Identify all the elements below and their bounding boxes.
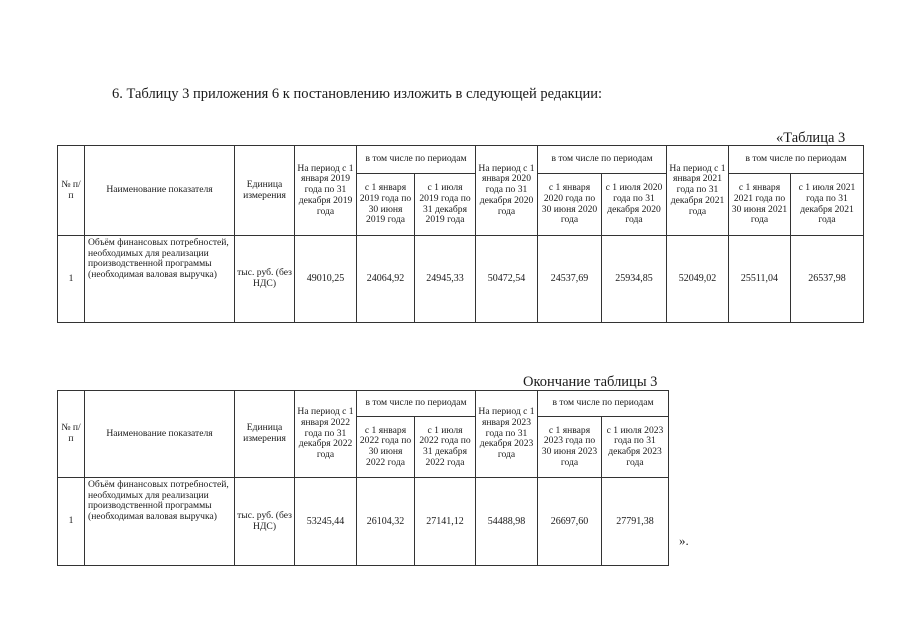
header-incl-2022: в том числе по периодам xyxy=(357,391,476,417)
value-2021-h1: 25511,04 xyxy=(729,236,791,323)
header-period-2021: На период с 1 января 2021 года по 31 декабря 2021 года xyxy=(667,146,729,236)
value-2022-h2: 27141,12 xyxy=(415,478,476,566)
header-2020-h2: с 1 июля 2020 года по 31 декабря 2020 года xyxy=(602,174,667,236)
value-2023-h2: 27791,38 xyxy=(602,478,669,566)
header-incl-2021: в том числе по периодам xyxy=(729,146,864,174)
value-2020-h2: 25934,85 xyxy=(602,236,667,323)
row-unit: тыс. руб. (без НДС) xyxy=(235,478,295,566)
header-2023-h2: с 1 июля 2023 года по 31 декабря 2023 года xyxy=(602,417,669,478)
row-no: 1 xyxy=(58,236,85,323)
value-2022-h1: 26104,32 xyxy=(357,478,415,566)
header-name: Наименование показателя xyxy=(85,391,235,478)
header-period-2019: На период с 1 января 2019 года по 31 декабря 2019 года xyxy=(295,146,357,236)
header-unit: Единица измерения xyxy=(235,391,295,478)
header-2021-h1: с 1 января 2021 года по 30 июня 2021 года xyxy=(729,174,791,236)
table-2019-2021 xyxy=(57,145,864,323)
row-unit: тыс. руб. (без НДС) xyxy=(235,236,295,323)
header-unit: Единица измерения xyxy=(235,146,295,236)
value-2022: 53245,44 xyxy=(295,478,357,566)
value-2020: 50472,54 xyxy=(476,236,538,323)
row-name: Объём финансовых потребностей, необходимых для реализации производственной программы (необходимая валовая выручка) xyxy=(85,236,235,323)
header-period-2022: На период с 1 января 2022 года по 31 декабря 2022 года xyxy=(295,391,357,478)
header-2020-h1: с 1 января 2020 года по 30 июня 2020 года xyxy=(538,174,602,236)
value-2019-h1: 24064,92 xyxy=(357,236,415,323)
header-incl-2019: в том числе по периодам xyxy=(357,146,476,174)
value-2021: 52049,02 xyxy=(667,236,729,323)
intro-paragraph: 6. Таблицу 3 приложения 6 к постановлению изложить в следующей редакции: xyxy=(112,86,602,102)
header-period-2023: На период с 1 января 2023 года по 31 декабря 2023 года xyxy=(476,391,538,478)
table-row xyxy=(58,478,669,566)
closing-quote: ». xyxy=(679,533,689,548)
header-2021-h2: с 1 июля 2021 года по 31 декабря 2021 года xyxy=(791,174,864,236)
table-caption: «Таблица 3 xyxy=(776,130,846,146)
value-2019-h2: 24945,33 xyxy=(415,236,476,323)
value-2020-h1: 24537,69 xyxy=(538,236,602,323)
header-no: № п/п xyxy=(58,391,85,478)
value-2021-h2: 26537,98 xyxy=(791,236,864,323)
header-2019-h1: с 1 января 2019 года по 30 июня 2019 года xyxy=(357,174,415,236)
table-continuation-caption: Окончание таблицы 3 xyxy=(523,374,658,390)
header-2019-h2: с 1 июля 2019 года по 31 декабря 2019 года xyxy=(415,174,476,236)
header-period-2020: На период с 1 января 2020 года по 31 декабря 2020 года xyxy=(476,146,538,236)
header-2022-h2: с 1 июля 2022 года по 31 декабря 2022 года xyxy=(415,417,476,478)
header-no: № п/п xyxy=(58,146,85,236)
table-2022-2023 xyxy=(57,390,669,566)
header-incl-2020: в том числе по периодам xyxy=(538,146,667,174)
header-incl-2023: в том числе по периодам xyxy=(538,391,669,417)
header-name: Наименование показателя xyxy=(85,146,235,236)
value-2023-h1: 26697,60 xyxy=(538,478,602,566)
table-row xyxy=(58,236,864,323)
value-2019: 49010,25 xyxy=(295,236,357,323)
header-2023-h1: с 1 января 2023 года по 30 июня 2023 года xyxy=(538,417,602,478)
value-2023: 54488,98 xyxy=(476,478,538,566)
header-2022-h1: с 1 января 2022 года по 30 июня 2022 года xyxy=(357,417,415,478)
row-no: 1 xyxy=(58,478,85,566)
row-name: Объём финансовых потребностей, необходимых для реализации производственной программы (необходимая валовая выручка) xyxy=(85,478,235,566)
